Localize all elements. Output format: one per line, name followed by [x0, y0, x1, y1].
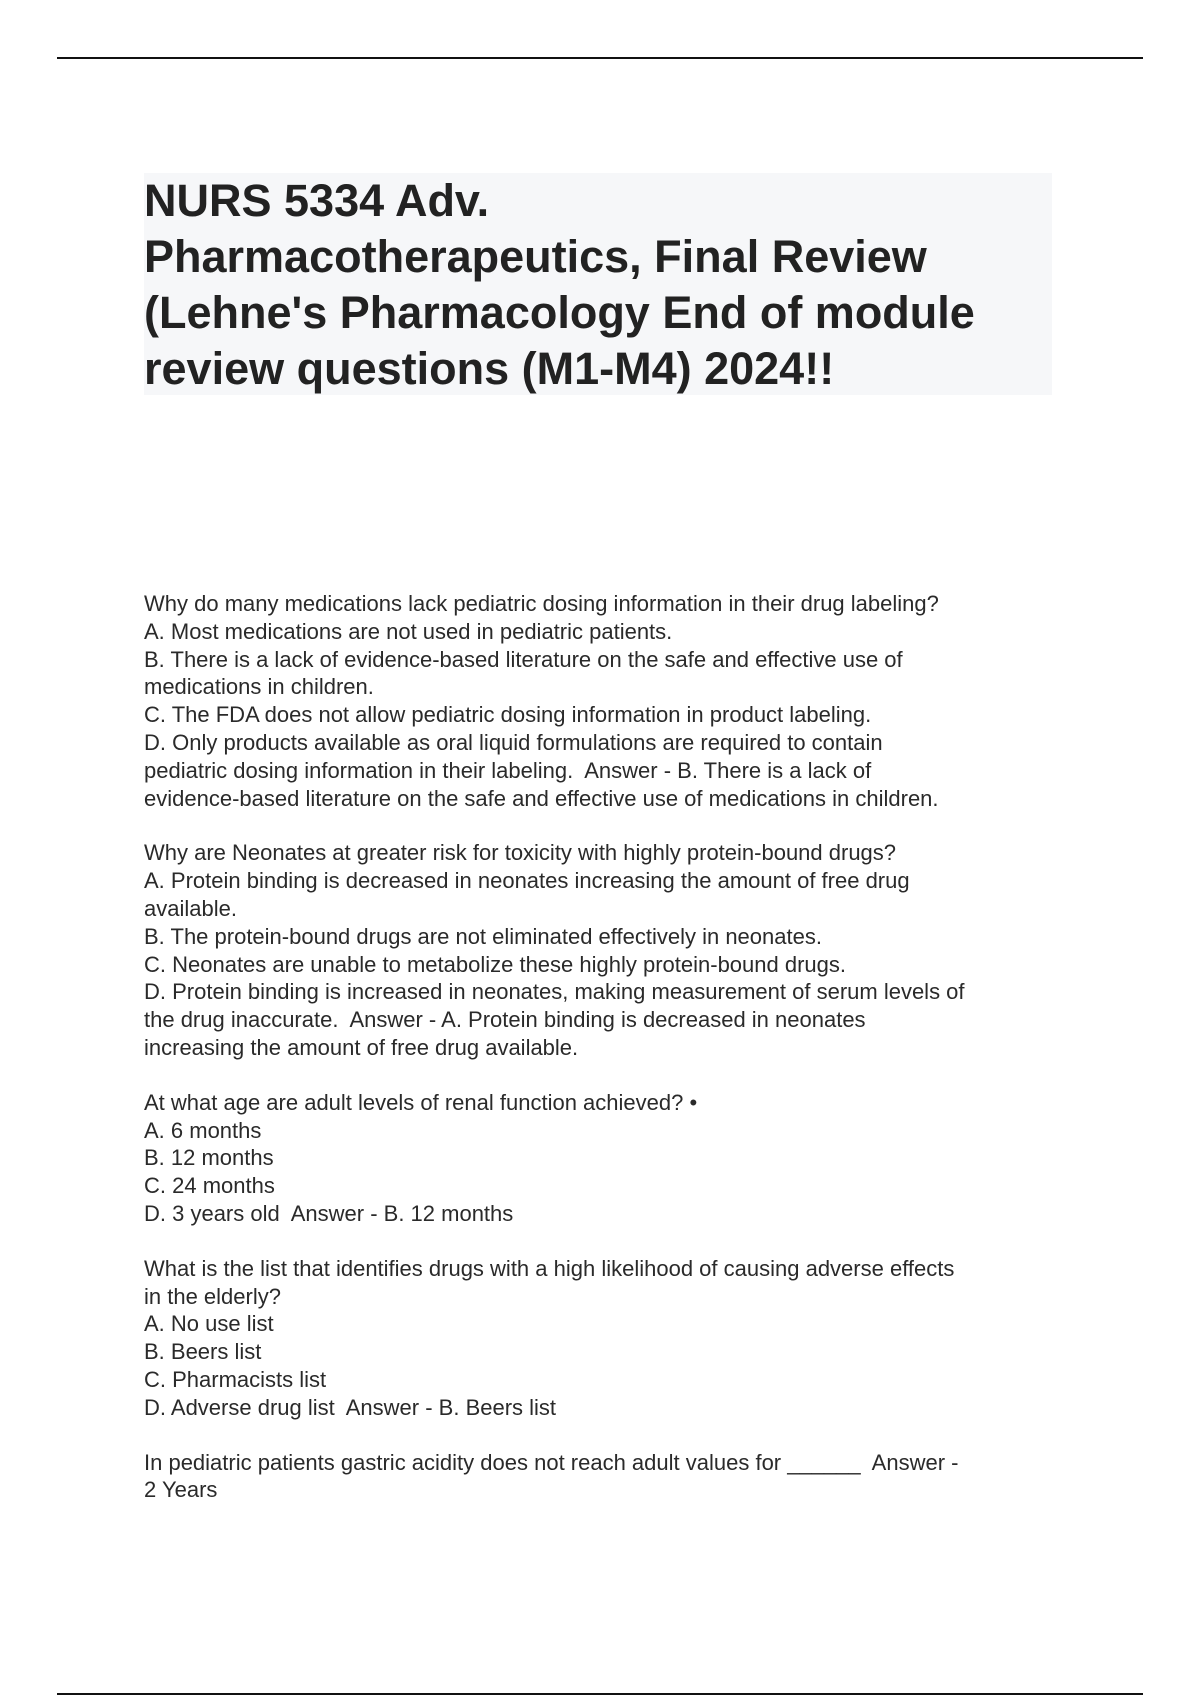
question-line: medications in children.	[144, 674, 374, 700]
question-line: In pediatric patients gastric acidity does not reach adult values for ______ Answer -	[144, 1449, 959, 1475]
question-line: What is the list that identifies drugs with a high likelihood of causing adverse effects	[144, 1255, 955, 1281]
question-line: D. 3 years old Answer - B. 12 months	[144, 1200, 514, 1226]
question-line: A. No use list	[144, 1311, 274, 1337]
header-rule	[57, 57, 1143, 59]
question-line: evidence-based literature on the safe and effective use of medications in children.	[144, 785, 939, 811]
question-line: 2 Years	[144, 1477, 218, 1503]
footer-rule	[57, 1693, 1143, 1695]
question-line: pediatric dosing information in their labeling. Answer - B. There is a lack of	[144, 757, 872, 783]
question-line: the drug inaccurate. Answer - A. Protein binding is decreased in neonates	[144, 1007, 866, 1033]
question-line: C. Neonates are unable to metabolize these highly protein-bound drugs.	[144, 951, 847, 977]
question-line: A. Protein binding is decreased in neonates increasing the amount of free drug	[144, 868, 910, 894]
question-line: Why are Neonates at greater risk for toxicity with highly protein-bound drugs?	[144, 840, 897, 866]
question-line: B. 12 months	[144, 1145, 274, 1171]
question-line: increasing the amount of free drug available.	[144, 1034, 579, 1060]
question-line: B. The protein-bound drugs are not eliminated effectively in neonates.	[144, 923, 822, 949]
question-line: C. 24 months	[144, 1173, 275, 1199]
question-item-1	[144, 590, 1064, 812]
document-title: NURS 5334 Adv. Pharmacotherapeutics, Final Review (Lehne's Pharmacology End of module review questions (M1-M4) 2024!!	[144, 175, 975, 394]
question-line: D. Protein binding is increased in neonates, making measurement of serum levels of	[144, 979, 965, 1005]
question-line: A. Most medications are not used in pediatric patients.	[144, 618, 673, 644]
question-line: A. 6 months	[144, 1117, 262, 1143]
question-line: B. Beers list	[144, 1339, 262, 1365]
question-list	[144, 590, 1064, 1531]
question-line: in the elderly?	[144, 1283, 281, 1309]
question-item-4	[144, 1255, 1064, 1422]
question-line: B. There is a lack of evidence-based literature on the safe and effective use of	[144, 646, 903, 672]
question-line: D. Adverse drug list Answer - B. Beers list	[144, 1394, 557, 1420]
question-line: Why do many medications lack pediatric dosing information in their drug labeling?	[144, 591, 939, 616]
question-line: C. The FDA does not allow pediatric dosing information in product labeling.	[144, 702, 872, 728]
question-line: At what age are adult levels of renal function achieved? •	[144, 1089, 698, 1115]
question-line: C. Pharmacists list	[144, 1366, 327, 1392]
question-item-5	[144, 1449, 1064, 1505]
title-block	[144, 173, 1052, 395]
question-line: available.	[144, 895, 237, 921]
question-item-2	[144, 839, 1064, 1061]
question-line: D. Only products available as oral liquid formulations are required to contain	[144, 729, 883, 755]
question-item-3	[144, 1089, 1064, 1228]
